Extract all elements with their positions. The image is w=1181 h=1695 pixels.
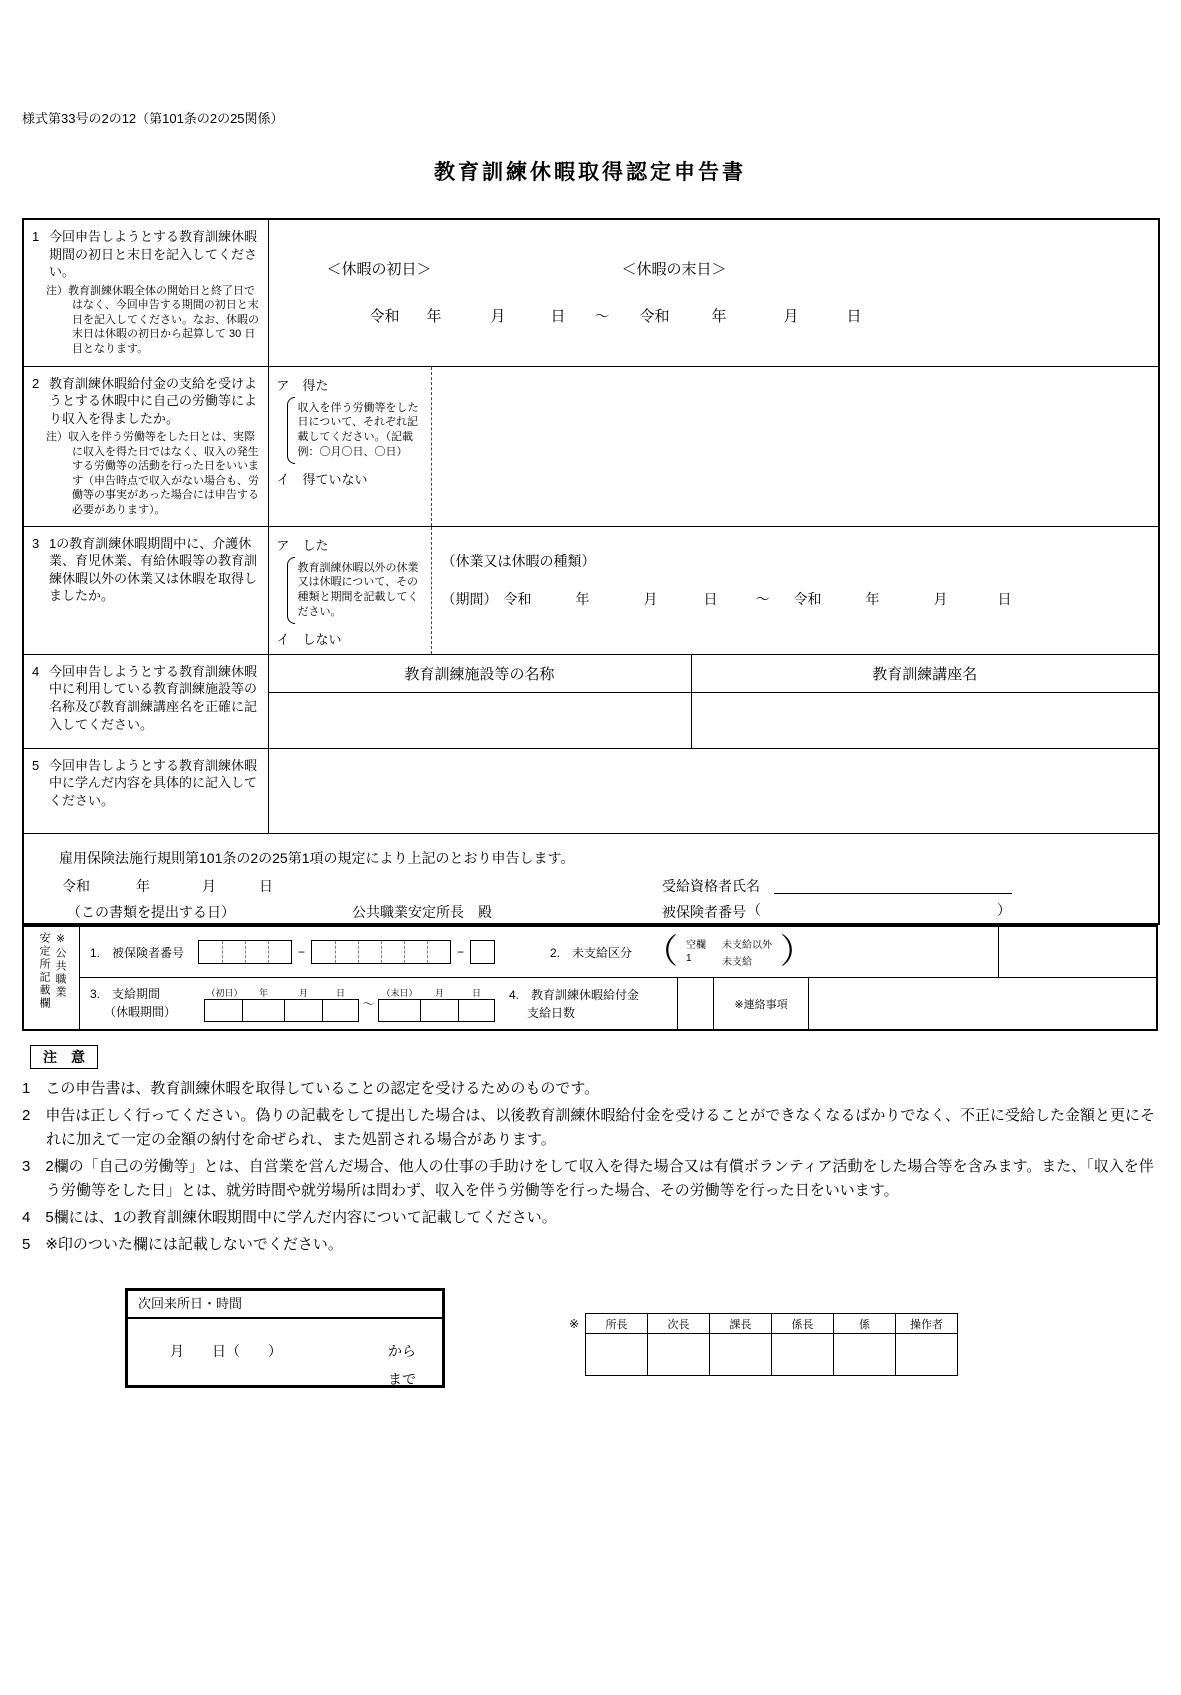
- question-4-cell: [23, 654, 268, 748]
- approval-stamp-cell[interactable]: [710, 1334, 772, 1376]
- start-date-header: ＜休暇の初日＞: [326, 261, 432, 278]
- question-5-cell: [23, 748, 268, 833]
- month-label: 月: [434, 987, 444, 998]
- day-label: 日: [471, 987, 481, 998]
- income-options-cell: [268, 366, 431, 526]
- approval-header: 操作者: [896, 1314, 958, 1334]
- day-label: 日: [259, 877, 273, 894]
- unpaid-note-one-desc: 未支給: [722, 957, 753, 968]
- period-input-cell[interactable]: [421, 999, 459, 1021]
- other-leave-option-note: 教育訓練休暇以外の休業又は休暇について、その種類と期間を記載してください。: [287, 557, 429, 624]
- period-input-cell[interactable]: [243, 999, 285, 1021]
- day-label: 日: [550, 308, 566, 325]
- bottom-section: [22, 1285, 1158, 1415]
- other-leave-options-cell: [268, 526, 431, 654]
- payment-period-label: 3. 支給期間 （休暇期間）: [90, 987, 177, 1019]
- insured-number-cell[interactable]: [199, 941, 222, 963]
- year-label: 年: [258, 987, 268, 998]
- contact-notes-label: ※連絡事項: [713, 978, 809, 1029]
- other-leave-option-yes[interactable]: ア した: [276, 537, 329, 553]
- period-input-cell[interactable]: [285, 999, 323, 1021]
- from-label: から: [388, 1343, 416, 1359]
- day-label: 日: [997, 590, 1012, 607]
- approval-table: [585, 1313, 958, 1376]
- day-label: 日: [335, 987, 345, 998]
- insured-number-cell[interactable]: [381, 941, 404, 963]
- unpaid-category-note: [644, 932, 815, 971]
- approval-stamp-cell[interactable]: [896, 1334, 958, 1376]
- to-label: まで: [388, 1371, 416, 1387]
- office-row-2: [80, 978, 1156, 1029]
- page-title: 教育訓練休暇取得認定申告書: [434, 161, 746, 184]
- year-label: 年: [136, 877, 150, 894]
- facility-name-header: 教育訓練施設等の名称: [268, 654, 691, 692]
- approval-stamp-cell[interactable]: [834, 1334, 896, 1376]
- approval-stamp-cell[interactable]: [648, 1334, 710, 1376]
- question-5-text: 今回申告しようとする教育訓練休暇中に学んだ内容を具体的に記入してください。: [49, 757, 258, 808]
- next-visit-date-line: 月 日（ ）: [170, 1343, 282, 1359]
- recipient-name-field[interactable]: [774, 876, 1012, 894]
- note-item: 1 この申告書は、教育訓練休暇を取得していることの認定を受けるためのものです。: [22, 1080, 600, 1097]
- approval-stamp-cell[interactable]: [772, 1334, 834, 1376]
- approval-header: 係: [834, 1314, 896, 1334]
- month-label: 月: [933, 590, 948, 607]
- submit-date-note: （この書類を提出する日）: [67, 903, 235, 920]
- form-number: 様式第33号の2の12（第101条の2の25関係）: [22, 111, 284, 126]
- tilde-mark: ～: [594, 308, 610, 325]
- question-1-note: 注）教育訓練休暇全体の開始日と終了日ではなく、今回申告する期間の初日と末日を記入してください。なお、休暇の末日は休暇の初日から起算して 30 日目となります。: [46, 284, 259, 355]
- other-leave-option-no[interactable]: イ しない: [276, 631, 342, 647]
- insured-number-cell[interactable]: [471, 941, 494, 963]
- course-name-input[interactable]: [691, 692, 1159, 748]
- insured-number-field[interactable]: [764, 900, 994, 918]
- facility-name-input[interactable]: [268, 692, 691, 748]
- question-4-text: 今回申告しようとする教育訓練休暇中に利用している教育訓練施設等の名称及び教育訓練講座名を正確に記入してください。: [49, 663, 258, 732]
- unpaid-note-one: 1: [686, 953, 692, 964]
- note-item: 4 5欄には、1の教育訓練休暇期間中に学んだ内容について記載してください。: [22, 1209, 557, 1226]
- approval-header: 次長: [648, 1314, 710, 1334]
- question-2-note: 注）収入を伴う労働等をした日とは、実際に収入を得た日ではなく、収入の発生する労働等の活動を行った日をいいます（申告時点で収入がない場合も、労働等の事実があった場合には申告する必要があります）。: [46, 431, 259, 516]
- unpaid-note-blank: 空欄: [686, 940, 707, 951]
- approval-header: 所長: [586, 1314, 648, 1334]
- notes-title: 注 意: [30, 1045, 98, 1069]
- office-use-section: [22, 925, 1158, 1031]
- era-label: 令和: [503, 590, 532, 607]
- month-label: 月: [783, 308, 799, 325]
- income-option-not-earned[interactable]: イ 得ていない: [276, 471, 368, 487]
- era-label: 令和: [639, 308, 670, 325]
- year-label: 年: [426, 308, 442, 325]
- year-label: 年: [575, 590, 590, 607]
- question-3-number: 3: [32, 535, 40, 551]
- period-input-cell[interactable]: [459, 999, 495, 1021]
- paren-close: ）: [780, 932, 815, 971]
- course-name-header: 教育訓練講座名: [691, 654, 1159, 692]
- declaration-statement: 雇用保険法施行規則第101条の2の25第1項の規定により上記のとおり申告します。: [59, 849, 575, 866]
- end-date-header: ＜休暇の末日＞: [621, 261, 727, 278]
- insured-number-group-3: [470, 940, 495, 964]
- approval-stamp-cell[interactable]: [586, 1334, 648, 1376]
- income-option-earned[interactable]: ア 得た: [276, 377, 329, 393]
- period-input-cell[interactable]: [205, 999, 243, 1021]
- question-2-number: 2: [32, 375, 40, 391]
- next-visit-box: [125, 1288, 445, 1388]
- month-label: 月: [490, 308, 506, 325]
- contact-notes-input[interactable]: [809, 978, 1156, 1029]
- insured-number-cell[interactable]: [335, 941, 358, 963]
- insured-number-cell[interactable]: [404, 941, 427, 963]
- unpaid-category-label: 2. 未支給区分: [550, 945, 633, 960]
- last-day-label: （末日）: [381, 987, 418, 998]
- month-label: 月: [643, 590, 658, 607]
- question-1-number: 1: [32, 229, 40, 244]
- period-input-cell[interactable]: [379, 999, 421, 1021]
- month-label: 月: [202, 877, 216, 894]
- note-item: 2 申告は正しく行ってください。偽りの記載をして提出した場合は、以後教育訓練休暇給付金を受けることができなくなるばかりでなく、不正に受給した金額と更にそれに加えて一定の金額の納付を命ぜられ、また処罰される場合があります。: [22, 1107, 1156, 1148]
- leave-type-label: （休業又は休暇の種類）: [441, 552, 596, 569]
- month-label: 月: [298, 987, 308, 998]
- question-3-text: 1の教育訓練休暇期間中に、介護休業、育児休業、有給休暇等の教育訓練休暇以外の休業又は休暇を取得しましたか。: [49, 535, 258, 604]
- question-3-cell: [23, 526, 268, 654]
- office-side-label-left: 安定所記載欄: [38, 932, 50, 1010]
- question-2-text: 教育訓練休暇給付金の支給を受けようとする休暇中に自己の労働等により収入を得ましたか。: [49, 375, 258, 426]
- question-1-cell: [23, 219, 268, 366]
- approval-header: 係長: [772, 1314, 834, 1334]
- office-side-label: [24, 927, 80, 1029]
- insured-number-group-2: [311, 940, 451, 964]
- insured-number-label: 被保険者番号: [662, 903, 746, 920]
- group-separator: −: [298, 945, 306, 959]
- first-day-label: （初日）: [206, 987, 243, 998]
- insured-number-cell[interactable]: [222, 941, 245, 963]
- office-side-label-right: ※公共職業: [54, 932, 66, 999]
- day-label: 日: [703, 590, 718, 607]
- next-visit-body[interactable]: [128, 1319, 442, 1385]
- period-input-cell[interactable]: [323, 999, 359, 1021]
- question-5-number: 5: [32, 757, 40, 773]
- approval-header: 課長: [710, 1314, 772, 1334]
- income-days-input[interactable]: [431, 366, 1159, 526]
- paren-open: （: [747, 901, 761, 918]
- learned-content-input[interactable]: [268, 748, 1159, 833]
- notes-section: [22, 1045, 1158, 1260]
- main-form-table: [22, 218, 1160, 925]
- question-4-number: 4: [32, 663, 40, 679]
- other-leave-detail-cell[interactable]: [431, 526, 1159, 654]
- day-label: 日: [846, 308, 862, 325]
- insured-number-cell[interactable]: [427, 941, 450, 963]
- era-label: 令和: [793, 590, 822, 607]
- payment-period-grid: [204, 986, 495, 1022]
- paren-open: （: [644, 932, 679, 971]
- insured-number-cell[interactable]: [358, 941, 381, 963]
- declaration-cell: [23, 833, 1159, 924]
- insured-number-cell[interactable]: [312, 941, 335, 963]
- year-label: 年: [711, 308, 727, 325]
- income-option-note: 収入を伴う労働等をした日について、それぞれ記載してください。（記載例：〇月〇日、〇日）: [287, 397, 429, 464]
- question-1-text: 今回申告しようとする教育訓練休暇期間の初日と末日を記入してください。: [49, 229, 258, 280]
- question-2-cell: [23, 366, 268, 526]
- note-item: 5 ※印のついた欄には記載しないでください。: [22, 1236, 343, 1253]
- approval-asterisk: ※: [569, 1317, 580, 1331]
- recipient-name-label: 受給資格者氏名: [662, 877, 760, 894]
- year-label: 年: [865, 590, 880, 607]
- leave-dates-cell[interactable]: [268, 219, 1159, 366]
- note-item: 3 2欄の「自己の労働等」とは、自営業を営んだ場合、他人の仕事の手助けをして収入を得た場合又は有償ボランティア活動をした場合等を含みます。また、「収入を伴う労働等をした日」とは、就労時間や就労場所は問わず、収入を伴う労働等を行った場合、その労働等を行った日をいいます。: [22, 1158, 1154, 1199]
- era-label: 令和: [369, 308, 400, 325]
- insured-number-group-1: [198, 940, 292, 964]
- tilde-mark: ～: [755, 590, 770, 607]
- insured-number-row-label: 1. 被保険者番号: [90, 945, 185, 960]
- tilde-mark: ～: [362, 996, 375, 1011]
- era-label: 令和: [62, 877, 90, 894]
- insured-number-cell[interactable]: [268, 941, 291, 963]
- psso-head-label: 公共職業安定所長 殿: [352, 903, 492, 920]
- paren-close: ）: [997, 901, 1011, 918]
- insured-number-cell[interactable]: [245, 941, 268, 963]
- next-visit-header: 次回来所日・時間: [128, 1291, 442, 1319]
- benefit-days-input[interactable]: [677, 978, 713, 1029]
- unpaid-note-blank-desc: 未支給以外: [722, 940, 773, 951]
- office-row-1: [80, 927, 1156, 978]
- leave-period-label: （期間）: [441, 590, 498, 607]
- unpaid-category-input[interactable]: [998, 927, 1156, 977]
- group-separator: −: [457, 945, 465, 959]
- benefit-days-label: 4. 教育訓練休暇給付金 支給日数: [509, 987, 640, 1020]
